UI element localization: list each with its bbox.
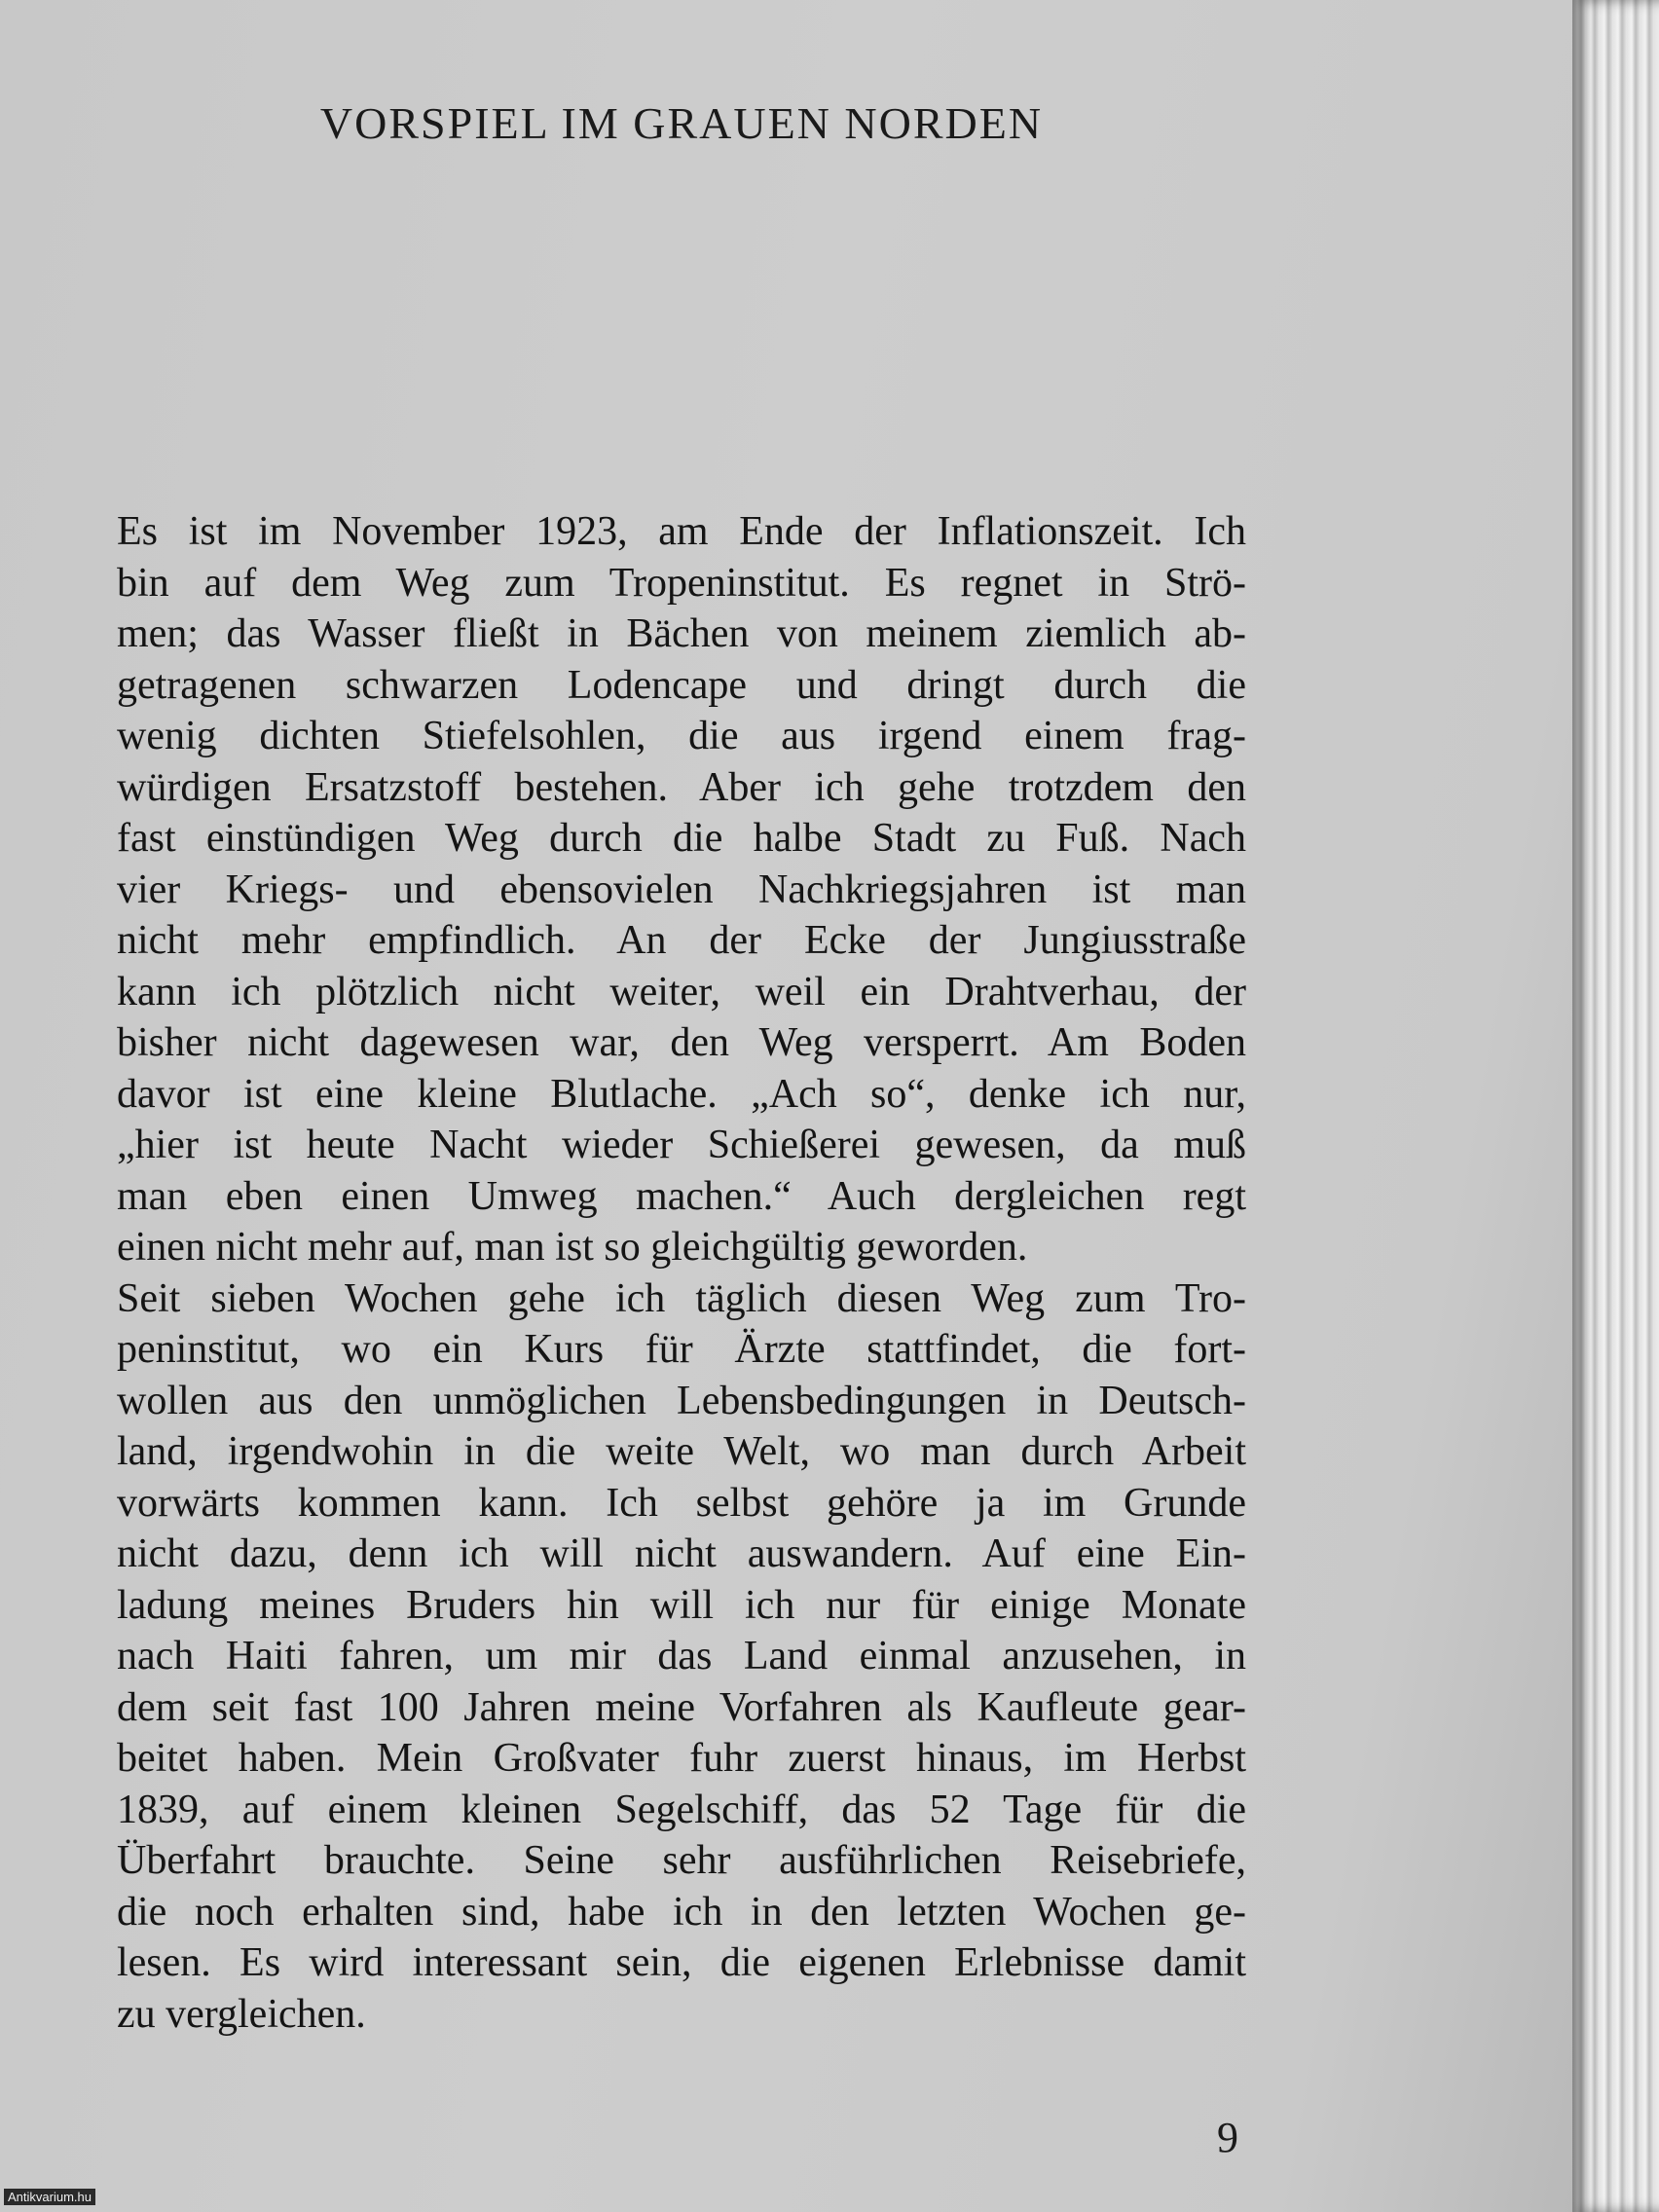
page-number: 9 — [1217, 2114, 1238, 2161]
chapter-title: VORSPIEL IM GRAUEN NORDEN — [319, 98, 1044, 148]
text-line: zu vergleichen. — [117, 1991, 366, 2037]
text-line: „hier ist heute Nacht wieder Schießerei gewesen, da muß — [117, 1123, 1246, 1167]
text-line: bisher nicht dagewesen war, den Weg versperrt. Am Boden — [117, 1020, 1246, 1065]
text-line: peninstitut, wo ein Kurs für Ärzte stattfindet, die fort- — [117, 1327, 1246, 1372]
text-line: nicht mehr empfindlich. An der Ecke der Jungiusstraße — [117, 918, 1246, 963]
text-line: men; das Wasser fließt in Bächen von meinem ziemlich ab- — [117, 611, 1246, 656]
text-line: vier Kriegs- und ebensovielen Nachkriegsjahren ist man — [117, 866, 1246, 912]
text-line: getragenen schwarzen Lodencape und dringt durch die — [117, 662, 1246, 708]
text-line: die noch erhalten sind, habe ich in den letzten Wochen ge- — [117, 1889, 1246, 1935]
text-line: vorwärts kommen kann. Ich selbst gehöre ja im Grunde — [117, 1480, 1246, 1526]
text-line: wenig dichten Stiefelsohlen, die aus irgend einem frag- — [117, 714, 1246, 758]
text-line: wollen aus den unmöglichen Lebensbedingungen in Deutsch- — [117, 1378, 1246, 1423]
text-line: nicht dazu, denn ich will nicht auswandern. Auf eine Ein- — [117, 1531, 1246, 1576]
text-line: kann ich plötzlich nicht weiter, weil ein Drahtverhau, der — [117, 969, 1246, 1014]
text-line: einen nicht mehr auf, man ist so gleichgültig geworden. — [117, 1225, 1028, 1270]
text-line: 1839, auf einem kleinen Segelschiff, das 52 Tage für die — [117, 1787, 1246, 1832]
text-line: fast einstündigen Weg durch die halbe Stadt zu Fuß. Nach — [117, 816, 1246, 861]
text-line: lesen. Es wird interessant sein, die eigenen Erlebnisse damit — [117, 1940, 1246, 1985]
text-line: davor ist eine kleine Blutlache. „Ach so“, denke ich nur, — [117, 1071, 1246, 1117]
text-line: dem seit fast 100 Jahren meine Vorfahren als Kaufleute gear- — [117, 1684, 1246, 1730]
text-line: Seit sieben Wochen gehe ich täglich diesen Weg zum Tro- — [117, 1275, 1246, 1321]
text-line: man eben einen Umweg machen.“ Auch dergleichen regt — [117, 1173, 1246, 1219]
text-line: beitet haben. Mein Großvater fuhr zuerst hinaus, im Herbst — [117, 1736, 1246, 1781]
text-line: Überfahrt brauchte. Seine sehr ausführlichen Reisebriefe, — [117, 1838, 1246, 1883]
text-line: ladung meines Bruders hin will ich nur für einige Monate — [117, 1582, 1246, 1628]
text-line: nach Haiti fahren, um mir das Land einmal anzusehen, in — [117, 1634, 1246, 1678]
text-line: land, irgendwohin in die weite Welt, wo man durch Arbeit — [117, 1429, 1246, 1474]
watermark: Antikvarium.hu — [4, 2189, 95, 2205]
text-line: würdigen Ersatzstoff bestehen. Aber ich gehe trotzdem den — [117, 764, 1246, 810]
text-line: bin auf dem Weg zum Tropeninstitut. Es regnet in Strö- — [117, 560, 1246, 606]
text-line: Es ist im November 1923, am Ende der Inflationszeit. Ich — [117, 509, 1246, 554]
adjacent-page-edge — [1572, 0, 1659, 2212]
body-text — [117, 506, 1246, 2040]
